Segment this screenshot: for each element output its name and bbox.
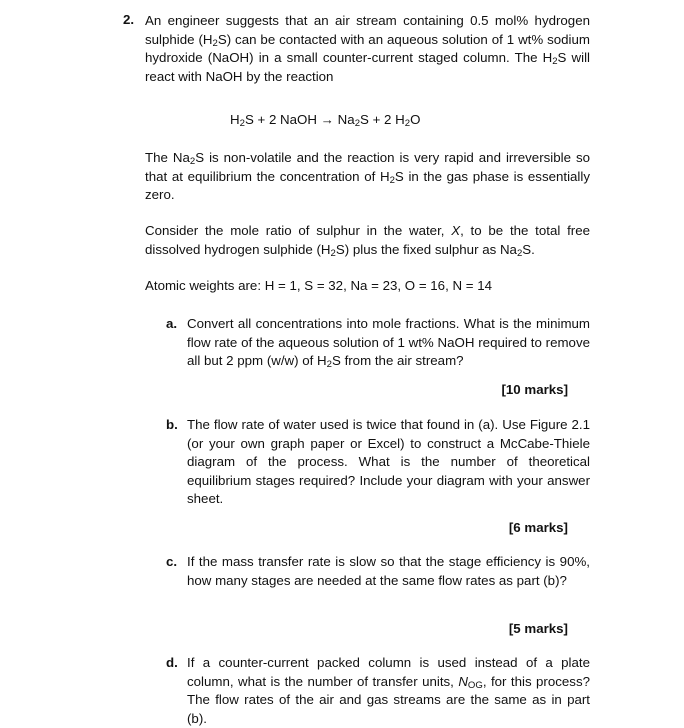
part-b-marks: [6 marks] (508, 520, 568, 535)
part-d-text: If a counter-current packed column is used instead of a plate column, what is the number of transfer units, $N_{OG}$, for this process? The flow rates of the air and gas streams are the same as in part (b). (187, 655, 590, 726)
paragraph-mole-ratio: Consider the mole ratio of sulphur in the water, X, to be the total free dissolved hydrogen sulphide $(H_2S)$ plus the fixed sulphur as $Na_2S$. (145, 223, 590, 259)
part-c-label: c. (166, 554, 178, 569)
reaction-equation: $H_2S + 2$ NaOH → $Na_2S + 2$ $H_2O$ (230, 112, 421, 129)
part-c-marks: [5 marks] (508, 621, 568, 636)
part-a-marks: [10 marks] (501, 382, 568, 397)
atomic-weights: Atomic weights are: H = 1, S = 32, Na = 23, O = 16, N = 14 (145, 278, 493, 293)
part-a-label: a. (166, 316, 178, 331)
paragraph-equilibrium: The $Na_2S$ is non-volatile and the reaction is very rapid and irreversible so that at equilibrium the concentration of $H_2S$ in the gas phase is essentially zero. (145, 150, 590, 203)
part-a-text: Convert all concentrations into mole fractions. What is the minimum flow rate of the aqueous solution of 1 wt% NaOH required to remove all but 2 ppm (w/w) of $H_2S$ from the air stream? (187, 316, 590, 371)
part-d (166, 654, 590, 728)
part-b-label: b. (166, 417, 178, 432)
part-c (166, 553, 590, 590)
part-d-label: d. (166, 655, 178, 670)
part-b (166, 416, 590, 509)
part-b-text: The flow rate of water used is twice that found in (a). Use Figure 2.1 (or your own graph paper or Excel) to construct a McCabe-Thiele diagram of the process. What is the number of theoretical equilibrium stages required? Include your diagram with your answer sheet. (187, 417, 590, 507)
part-c-text: If the mass transfer rate is slow so that the stage efficiency is 90%, how many stages are needed at the same flow rates as part (b)? (187, 554, 590, 588)
question-intro: An engineer suggests that an air stream containing 0.5 mol% hydrogen sulphide $(H_2S)$ can be contacted with an aqueous solution of 1 wt% sodium hydroxide (NaOH) in a small counter-current staged column. The $H_2S$ will react with NaOH by the reaction (145, 13, 590, 84)
question-number: 2. (123, 12, 135, 27)
part-a (166, 315, 590, 371)
